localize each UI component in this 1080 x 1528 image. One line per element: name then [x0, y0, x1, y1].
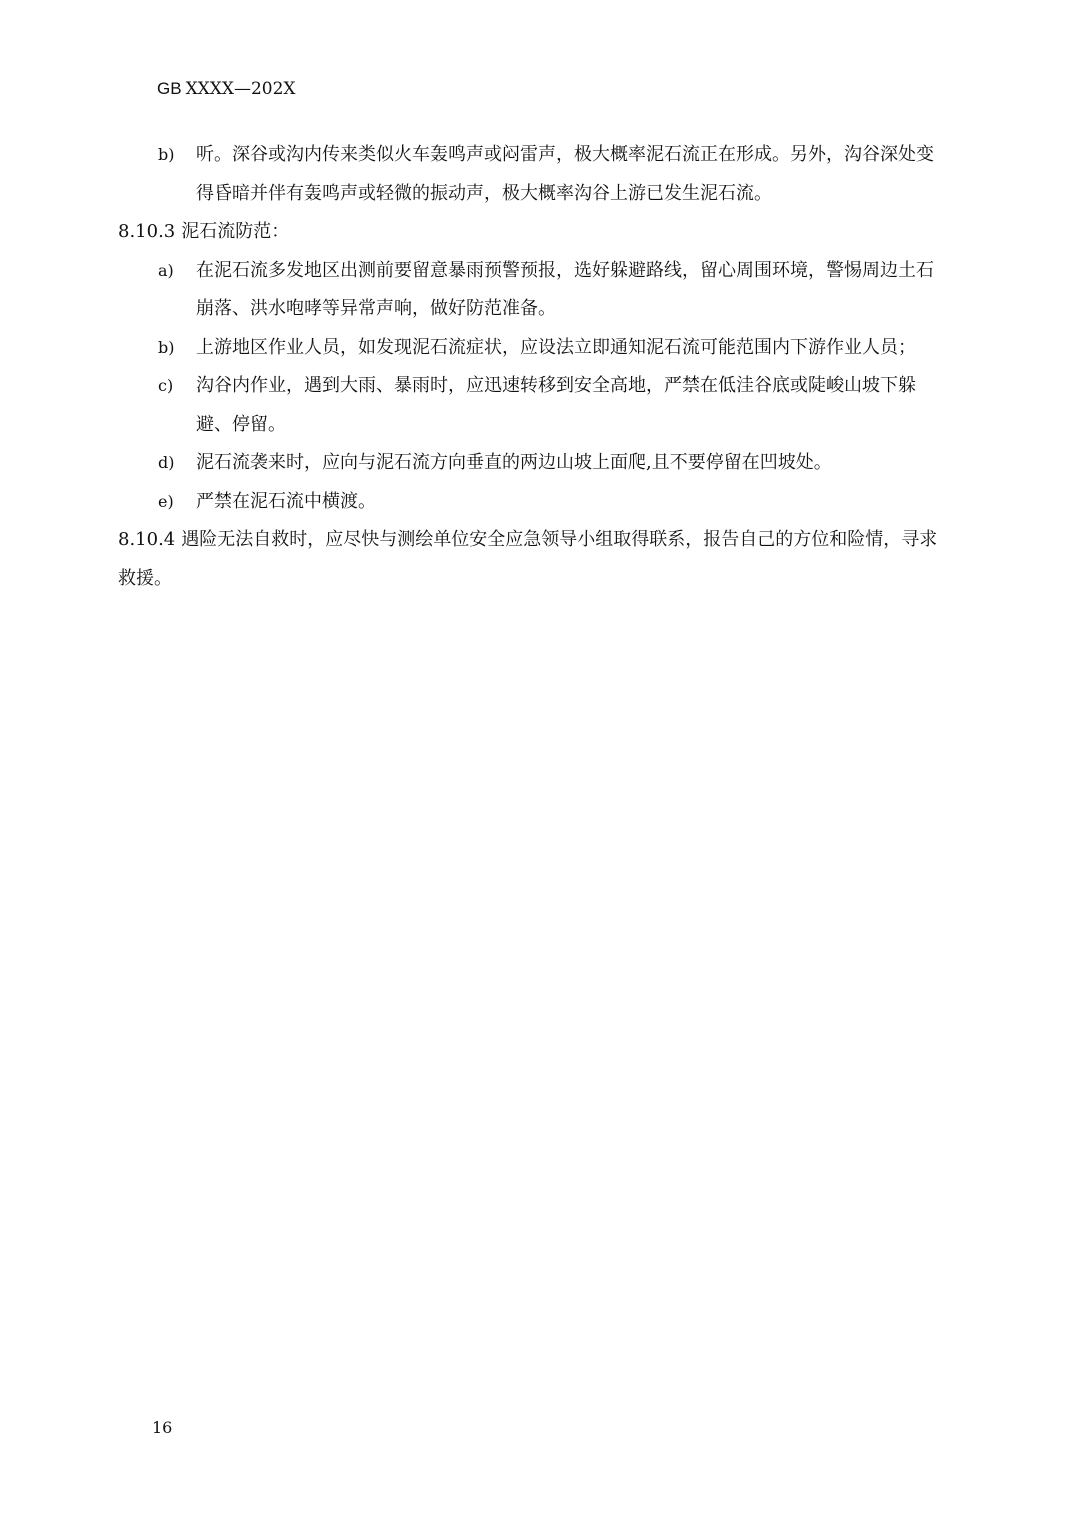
list-marker: b): [158, 145, 175, 164]
list-item-a: [118, 252, 948, 329]
clause-text: 遇险无法自救时，应尽快与测绘单位安全应急领导小组取得联系，报告自己的方位和险情，寻求救援。: [118, 529, 938, 589]
clause-number: 8.10.4: [118, 529, 176, 550]
list-item-d: [118, 444, 948, 483]
clause-8-10-4: [118, 521, 948, 598]
list-marker: d): [158, 453, 175, 472]
list-item-c: [118, 367, 948, 444]
page-header: [157, 78, 296, 100]
list-marker: c): [158, 376, 174, 395]
list-item-text: 沟谷内作业，遇到大雨、暴雨时，应迅速转移到安全高地，严禁在低洼谷底或陡峻山坡下躲避、停留。: [196, 375, 916, 435]
list-item-text: 听。深谷或沟内传来类似火车轰鸣声或闷雷声，极大概率泥石流正在形成。另外，沟谷深处变得昏暗并伴有轰鸣声或轻微的振动声，极大概率沟谷上游已发生泥石流。: [196, 144, 934, 204]
list-marker: e): [158, 491, 174, 511]
list-item-b-continued: [118, 136, 948, 213]
standard-code: GB: [157, 79, 182, 98]
page-number: 16: [152, 1418, 173, 1437]
list-item-e: [118, 483, 948, 522]
list-marker: a): [158, 260, 174, 280]
list-item-text: 在泥石流多发地区出测前要留意暴雨预警预报，选好躲避路线，留心周围环境，警惕周边土石崩落、洪水咆哮等异常声响，做好防范准备。: [196, 259, 934, 319]
list-item-text: 泥石流袭来时，应向与泥石流方向垂直的两边山坡上面爬,且不要停留在凹坡处。: [196, 452, 832, 473]
clause-8-10-3-heading: [118, 213, 948, 252]
list-item-text: 上游地区作业人员，如发现泥石流症状，应设法立即通知泥石流可能范围内下游作业人员；: [196, 336, 916, 358]
list-item-text: 严禁在泥石流中横渡。: [196, 490, 376, 512]
standard-number: XXXX—202X: [185, 79, 296, 99]
list-marker: b): [158, 337, 175, 357]
clause-number: 8.10.3: [118, 221, 176, 242]
document-body: [118, 136, 948, 598]
clause-title: 泥石流防范：: [181, 221, 290, 242]
list-item-b: [118, 329, 948, 368]
